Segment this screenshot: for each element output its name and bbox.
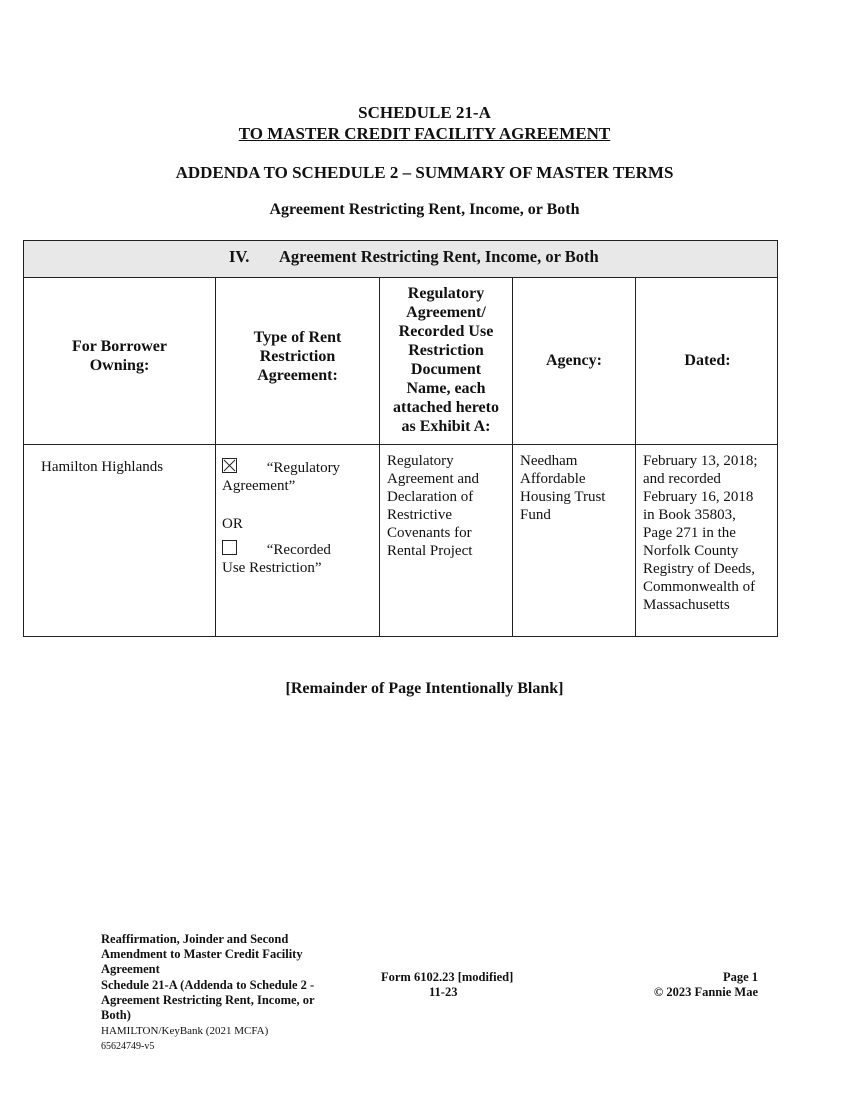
footer-document-title: Reaffirmation, Joinder and Second Amendment to Master Credit Facility Agreement Schedule 21-A (Addenda to Schedule 2 - Agreement Restricting Rent, Income, or Both) [101, 932, 315, 1023]
table-header-band [24, 241, 777, 278]
footer-doc-id: 65624749-v5 [101, 1041, 155, 1052]
agency-cell: Needham Affordable Housing Trust Fund [520, 453, 606, 523]
column-divider [635, 278, 636, 636]
column-header-document: Regulatory Agreement/ Recorded Use Restriction Document Name, each attached hereto as Exhibit A: [393, 285, 499, 435]
remainder-note: [Remainder of Page Intentionally Blank] [285, 680, 564, 697]
footer-doc-ref: HAMILTON/KeyBank (2021 MCFA) [101, 1025, 269, 1037]
schedule-title: SCHEDULE 21-A [358, 103, 491, 122]
terms-table [23, 240, 778, 637]
copyright: © 2023 Fannie Mae [653, 985, 758, 1000]
restriction-option-regulatory: “Regulatory Agreement” [222, 460, 341, 494]
page-number: Page 1 [722, 970, 758, 984]
restriction-option-recorded: “Recorded Use Restriction” [222, 542, 331, 576]
footer-page-info [622, 970, 758, 1000]
dated-cell: February 13, 2018; and recorded February 16, 2018 in Book 35803, Page 271 in the Norfolk County Registry of Deeds, Commonwealth of Massachusetts [643, 453, 758, 613]
footer-form: Form 6102.23 [modified] 11-23 [381, 970, 514, 1000]
column-header-dated: Dated: [684, 352, 731, 369]
borrower-cell: Hamilton Highlands [41, 459, 164, 475]
addenda-title: ADDENDA TO SCHEDULE 2 – SUMMARY OF MASTER TERMS [175, 163, 674, 182]
section-number: IV. [229, 247, 250, 266]
header-row-divider [24, 444, 777, 445]
agreement-title: TO MASTER CREDIT FACILITY AGREEMENT [238, 124, 611, 143]
unchecked-checkbox-icon [222, 540, 237, 555]
table-title [229, 247, 599, 267]
section-subtitle: Agreement Restricting Rent, Income, or Both [269, 201, 580, 218]
column-header-agency: Agency: [546, 352, 602, 369]
column-header-borrower: For Borrower Owning: [72, 338, 167, 374]
column-header-restriction-type: Type of Rent Restriction Agreement: [253, 329, 342, 384]
section-title: Agreement Restricting Rent, Income, or Both [279, 247, 599, 266]
checked-checkbox-icon [222, 458, 237, 473]
column-divider [512, 278, 513, 636]
document-cell: Regulatory Agreement and Declaration of Restrictive Covenants for Rental Project [387, 453, 480, 559]
restriction-or: OR [222, 516, 243, 532]
